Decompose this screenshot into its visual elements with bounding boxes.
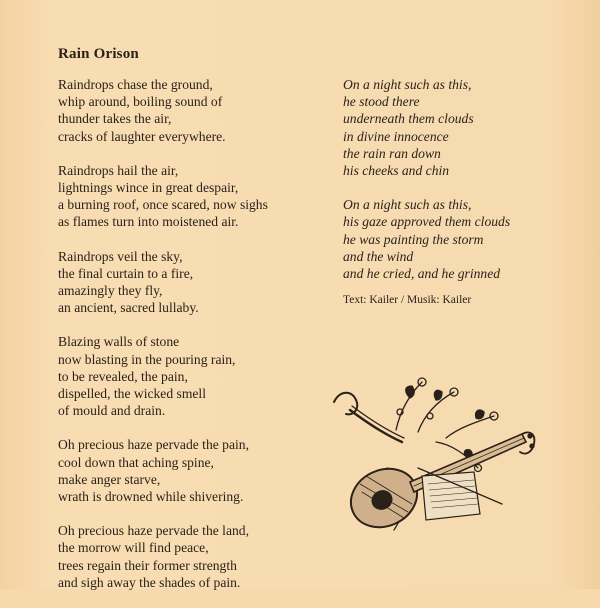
lyric-line: in divine innocence: [343, 128, 449, 144]
lyric-line: On a night such as this,: [343, 77, 472, 92]
lyric-line: to be revealed, the pain,: [58, 368, 188, 384]
credits: Text: Kailer / Musik: Kailer: [343, 294, 472, 306]
lyric-line: Blazing walls of stone: [58, 334, 180, 350]
lyric-line: cracks of laughter everywhere.: [58, 128, 226, 144]
lyric-line: now blasting in the pouring rain,: [58, 351, 236, 367]
stanza: [58, 76, 328, 145]
lyric-line: his cheeks and chin: [343, 163, 450, 179]
lyric-line: Raindrops veil the sky,: [58, 248, 183, 264]
lute-horn-flowers-engraving-icon: [326, 372, 540, 538]
lyric-line: wrath is drowned while shivering.: [58, 489, 244, 505]
lyric-line: he was painting the storm: [343, 231, 484, 247]
lyric-line: On a night such as this,: [343, 197, 472, 213]
lyric-line: as flames turn into moistened air.: [58, 214, 239, 230]
stanza: [58, 333, 328, 419]
lyric-line: thunder takes the air,: [58, 111, 172, 127]
lyric-line: the final curtain to a fire,: [58, 265, 194, 281]
lyric-line: make anger starve,: [58, 471, 161, 487]
lyric-line: trees regain their former strength: [58, 557, 237, 573]
lyric-line: Oh precious haze pervade the pain,: [58, 437, 249, 453]
lyric-line: and sigh away the shades of pain.: [58, 574, 241, 590]
stanza: [58, 436, 328, 505]
lyric-line: an ancient, sacred lullaby.: [58, 300, 199, 316]
lyric-line: amazingly they fly,: [58, 283, 163, 299]
song-title: Rain Orison: [58, 46, 139, 62]
stanza: [58, 162, 328, 231]
lyrics-right-column: [343, 76, 583, 299]
lyric-line: lightnings wince in great despair,: [58, 180, 239, 196]
lyric-line: and the wind: [343, 248, 414, 264]
lyric-line: Raindrops chase the ground,: [58, 77, 213, 92]
stanza: [343, 196, 583, 282]
lyric-line: whip around, boiling sound of: [58, 94, 223, 110]
lyric-line: underneath them clouds: [343, 111, 474, 127]
lyric-line: Raindrops hail the air,: [58, 162, 179, 178]
lyric-line: his gaze approved them clouds: [343, 214, 511, 230]
stanza: [343, 76, 583, 179]
lyric-line: the morrow will find peace,: [58, 540, 209, 556]
stanza: [58, 522, 328, 591]
lyric-line: a burning roof, once scared, now sighs: [58, 197, 268, 213]
lyrics-left-column: [58, 76, 328, 608]
lyric-line: of mould and drain.: [58, 403, 166, 419]
lyric-line: dispelled, the wicked smell: [58, 386, 206, 402]
stanza: [58, 248, 328, 317]
lyric-line: cool down that aching spine,: [58, 454, 214, 470]
lyric-line: the rain ran down: [343, 145, 441, 161]
lyric-line: Oh precious haze pervade the land,: [58, 523, 249, 539]
lyric-line: and he cried, and he grinned: [343, 266, 501, 282]
lyric-line: he stood there: [343, 94, 420, 110]
